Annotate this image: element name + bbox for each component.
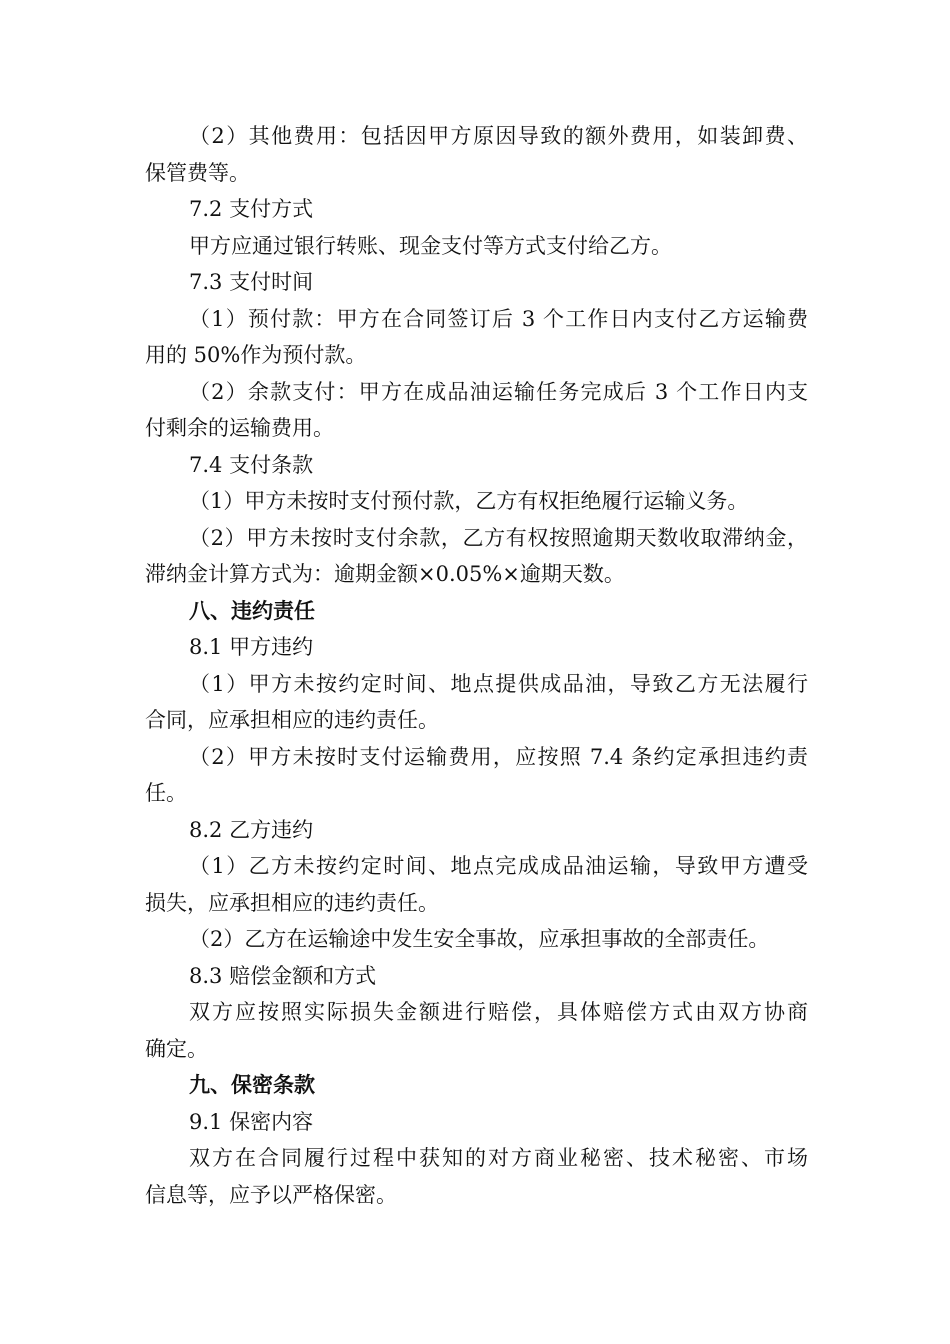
paragraph-line: 任。 <box>145 781 187 805</box>
paragraph-line: （1）预付款：甲方在合同签订后 3 个工作日内支付乙方运输费 <box>189 306 808 331</box>
section-heading: 九、保密条款 <box>189 1073 315 1097</box>
paragraph-line: 保管费等。 <box>145 160 250 185</box>
paragraph-line: （2）甲方未按时支付运输费用，应按照 7.4 条约定承担违约责 <box>189 744 808 769</box>
subsection-title: 8.3 赔偿金额和方式 <box>189 963 377 988</box>
subsection-title: 8.2 乙方违约 <box>189 817 314 842</box>
paragraph-line: 确定。 <box>145 1036 208 1061</box>
paragraph-line: 双方应按照实际损失金额进行赔偿，具体赔偿方式由双方协商 <box>189 1000 808 1024</box>
section-heading: 八、违约责任 <box>189 598 315 623</box>
paragraph-line: 双方在合同履行过程中获知的对方商业秘密、技术秘密、市场 <box>189 1146 808 1170</box>
subsection-title: 8.1 甲方违约 <box>189 635 314 659</box>
paragraph-line: （1）乙方未按约定时间、地点完成成品油运输，导致甲方遭受 <box>189 854 808 878</box>
paragraph-line: （1）甲方未按约定时间、地点提供成品油，导致乙方无法履行 <box>189 671 808 696</box>
paragraph-line: 甲方应通过银行转账、现金支付等方式支付给乙方。 <box>189 233 672 258</box>
paragraph-line: （2）其他费用：包括因甲方原因导致的额外费用，如装卸费、 <box>189 124 808 148</box>
paragraph-line: 滞纳金计算方式为：逾期金额×0.05%×逾期天数。 <box>145 562 625 586</box>
paragraph-line: 信息等，应予以严格保密。 <box>145 1182 397 1207</box>
subsection-title: 7.3 支付时间 <box>189 270 314 294</box>
paragraph-line: （1）甲方未按时支付预付款，乙方有权拒绝履行运输义务。 <box>189 489 749 513</box>
paragraph-line: （2）乙方在运输途中发生安全事故，应承担事故的全部责任。 <box>189 927 770 951</box>
subsection-title: 7.4 支付条款 <box>189 452 314 477</box>
subsection-title: 7.2 支付方式 <box>189 197 314 221</box>
subsection-title: 9.1 保密内容 <box>189 1109 314 1134</box>
paragraph-line: 损失，应承担相应的违约责任。 <box>145 890 439 915</box>
paragraph-line: 用的 50%作为预付款。 <box>145 343 367 367</box>
paragraph-line: 付剩余的运输费用。 <box>145 416 334 440</box>
paragraph-line: 合同，应承担相应的违约责任。 <box>145 708 439 732</box>
document-page <box>145 118 808 1213</box>
paragraph-line: （2）余款支付：甲方在成品油运输任务完成后 3 个工作日内支 <box>189 379 808 404</box>
paragraph-line: （2）甲方未按时支付余款，乙方有权按照逾期天数收取滞纳金， <box>189 525 808 550</box>
